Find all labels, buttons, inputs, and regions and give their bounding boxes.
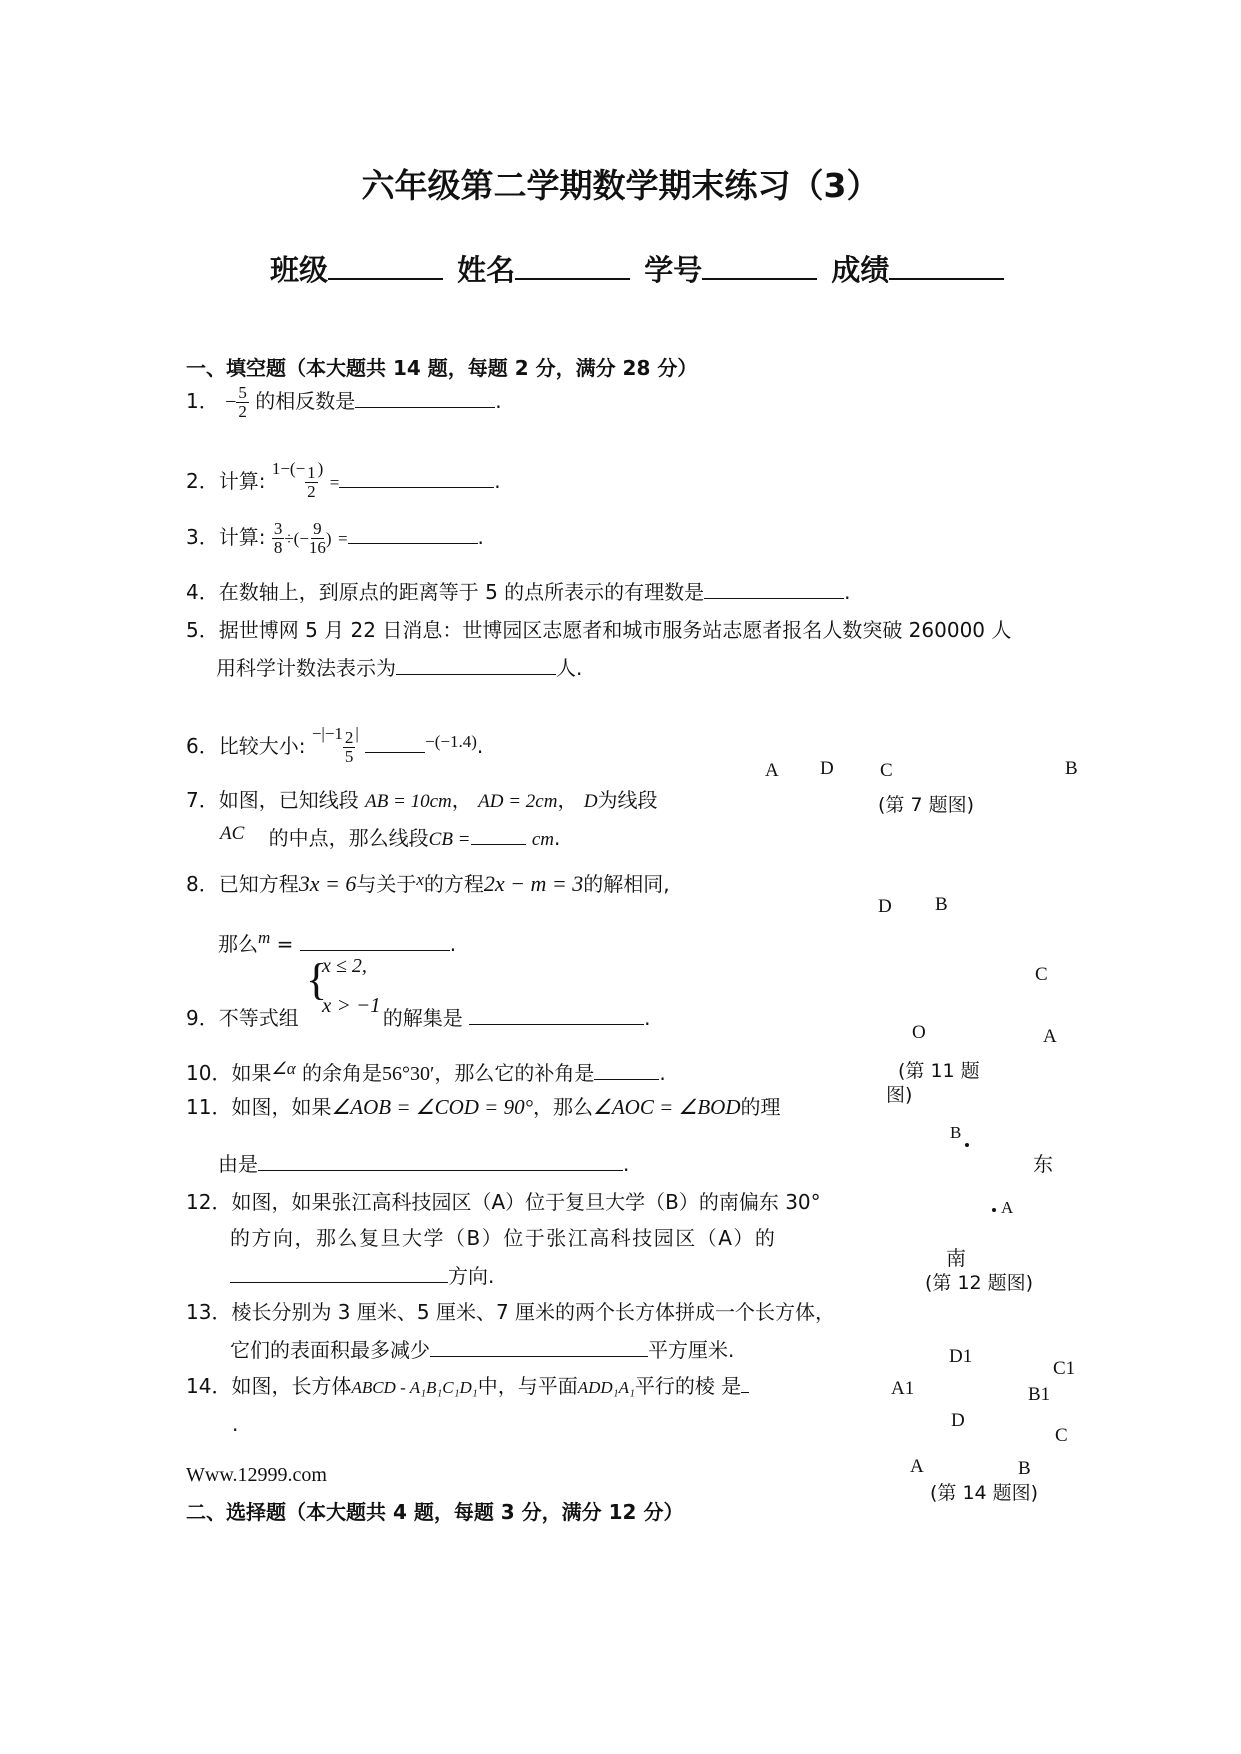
fig7-point-a: A — [765, 760, 779, 781]
q6-right-expr: −(−1.4) — [425, 732, 477, 751]
q7-ab: AB = 10cm — [365, 791, 452, 812]
q4-answer-blank[interactable] — [704, 578, 844, 599]
q6-left-expr: −|−1 — [311, 724, 343, 743]
q11-eq2: ∠AOC = ∠BOD — [593, 1095, 741, 1119]
fig7-caption: (第 7 题图) — [878, 794, 974, 816]
q8-eq1: 3x = 6 — [298, 871, 357, 896]
score-label: 成绩 — [831, 253, 890, 287]
q13-line2: 它们的表面积最多减少 — [230, 1338, 430, 1362]
q8-number: 8．已知方程 — [186, 872, 299, 896]
q6-frac-num: 2 — [344, 728, 354, 748]
q11-line2: 由是 — [218, 1152, 258, 1176]
q2-answer-blank[interactable] — [339, 467, 494, 488]
q8-end: . — [449, 932, 457, 956]
q7-comma-2: ， — [557, 788, 578, 812]
fig12-dot-a — [992, 1208, 996, 1212]
q6-frac-den: 5 — [344, 747, 354, 766]
q1-fraction — [236, 384, 249, 421]
fig11-point-a: A — [1043, 1026, 1057, 1047]
q8-mid2: 的方程 — [423, 872, 484, 896]
q10-text: 的余角是 — [301, 1061, 382, 1085]
fig14-point-d1: D1 — [949, 1346, 973, 1367]
q3-end: . — [477, 524, 484, 549]
class-blank[interactable] — [328, 254, 443, 280]
q8-line2: 那么 — [218, 932, 258, 956]
q1-frac-den: 2 — [238, 401, 247, 421]
question-13-line-2 — [230, 1336, 734, 1364]
q8-answer-blank[interactable] — [300, 930, 450, 951]
q10-number: 10．如果 — [186, 1061, 272, 1085]
q7-ac: AC — [220, 823, 245, 844]
q7-line2-text: 的中点，那么线段 — [268, 826, 429, 850]
fig11-point-o: O — [912, 1022, 926, 1043]
fig14-point-c: C — [1055, 1425, 1068, 1446]
q8-eq2: 2x − m = 3 — [483, 871, 584, 896]
q2-expr-pre: 1−(− — [271, 459, 306, 478]
q2-number: 2．计算: — [186, 469, 266, 493]
q7-mid: 为线段 — [597, 788, 658, 812]
q9-end: . — [644, 1006, 651, 1030]
question-12-line-2: 的方向，那么复旦大学（B）位于张江高科技园区（A）的 — [230, 1226, 777, 1250]
q1-end: . — [495, 388, 502, 413]
fig12-dot-b — [965, 1143, 969, 1147]
fig7-point-d: D — [820, 758, 834, 779]
website-text: Www.12999.com — [186, 1464, 327, 1486]
question-8-line-1 — [186, 866, 670, 898]
fig11-caption-2: 图) — [886, 1084, 913, 1106]
q11-number: 11．如图，如果 — [186, 1095, 332, 1119]
q13-line2-end: 平方厘米. — [648, 1338, 735, 1362]
question-6 — [186, 720, 483, 766]
q7-number: 7．如图，已知线段 — [186, 788, 359, 812]
fig7-point-c: C — [880, 760, 893, 781]
q2-expr-post: ) — [317, 459, 324, 478]
q5-line2-end: 人. — [556, 656, 583, 680]
q7-unit: cm — [531, 829, 555, 850]
score-blank[interactable] — [889, 254, 1004, 280]
q8-m: m — [258, 928, 271, 947]
name-label: 姓名 — [457, 253, 516, 287]
question-11-line-2 — [218, 1150, 629, 1178]
q3-f1-num: 3 — [273, 519, 283, 538]
question-8-line-2 — [218, 924, 456, 958]
fig7-point-b: B — [1065, 758, 1078, 779]
question-14-line-2: . — [232, 1412, 239, 1436]
q8-mid: 与关于 — [356, 872, 417, 896]
q3-close: ) — [325, 528, 332, 548]
question-13-line-1: 13．棱长分别为 3 厘米、5 厘米、7 厘米的两个长方体拼成一个长方体， — [186, 1300, 836, 1324]
q2-frac-den: 2 — [307, 482, 316, 501]
q9-number: 9．不等式组 — [186, 1006, 299, 1030]
q10-answer-blank[interactable] — [594, 1059, 659, 1080]
q7-end: . — [554, 826, 561, 850]
q10-text-2: ，那么它的补角是 — [434, 1061, 595, 1085]
question-12-line-3 — [230, 1262, 494, 1290]
q10-end: . — [659, 1061, 666, 1085]
q7-comma-1: ， — [451, 788, 472, 812]
q8-equals: = — [276, 932, 294, 956]
fig12-point-b: B — [950, 1123, 962, 1142]
question-12-line-1: 12．如图，如果张江高科技园区（A）位于复旦大学（B）的南偏东 30° — [186, 1190, 821, 1214]
q4-end: . — [844, 580, 851, 604]
q6-abs-close: | — [355, 724, 359, 743]
q2-frac-num: 1 — [307, 463, 316, 483]
q7-d: D — [583, 791, 598, 812]
q2-end: . — [494, 469, 501, 493]
q13-answer-blank[interactable] — [430, 1336, 648, 1357]
q1-frac-num: 5 — [238, 383, 247, 402]
q1-answer-blank[interactable] — [355, 387, 495, 408]
q11-tail: 的理 — [740, 1095, 781, 1119]
q3-fraction-1 — [272, 520, 285, 557]
fig14-point-a1: A1 — [891, 1378, 915, 1399]
q3-number: 3．计算: — [186, 524, 266, 549]
name-blank[interactable] — [515, 254, 630, 280]
fig14-point-d: D — [951, 1410, 965, 1431]
q9-text: 的解集是 — [382, 1006, 463, 1030]
fig12-east-label: 东 — [1033, 1152, 1053, 1176]
section-2-heading: 二、选择题（本大题共 4 题，每题 3 分，满分 12 分） — [186, 1500, 684, 1524]
q3-f2-den: 16 — [308, 537, 326, 557]
question-1 — [186, 384, 502, 421]
q1-sign: − — [225, 390, 237, 413]
q9-system-1: x ≤ 2, — [322, 955, 367, 977]
q7-answer-blank[interactable] — [471, 824, 526, 845]
q9-answer-blank[interactable] — [469, 1004, 644, 1025]
question-7-line-2 — [220, 820, 560, 854]
question-3 — [186, 520, 484, 557]
student-id-blank[interactable] — [702, 254, 817, 280]
fig14-point-c1: C1 — [1053, 1358, 1076, 1379]
section-1-heading: 一、填空题（本大题共 14 题，每题 2 分，满分 28 分） — [186, 356, 698, 380]
page-title: 六年级第二学期数学期末练习（3） — [361, 166, 880, 205]
question-7-line-1 — [186, 786, 658, 816]
fig14-caption: (第 14 题图) — [930, 1482, 1039, 1504]
q14-mid: 中，与平面 — [477, 1374, 578, 1398]
q12-answer-blank[interactable] — [230, 1262, 448, 1283]
q6-answer-blank[interactable] — [365, 732, 425, 753]
fig11-point-b: B — [935, 894, 948, 915]
fig14-point-b1: B1 — [1028, 1384, 1051, 1405]
q3-answer-blank[interactable] — [348, 523, 478, 544]
q7-ad: AD = 2cm — [478, 791, 558, 812]
question-11-line-1 — [186, 1093, 781, 1121]
q9-system-2: x > −1 — [322, 993, 381, 1017]
q14-box: ABCD - A₁B₁C₁D₁ — [351, 1378, 478, 1397]
fig12-point-a: A — [1001, 1198, 1014, 1217]
question-9 — [186, 1004, 650, 1032]
q5-answer-blank[interactable] — [396, 654, 556, 675]
q2-equals: = — [329, 473, 340, 492]
q12-line3-end: 方向. — [448, 1264, 495, 1288]
q11-mid: ，那么 — [533, 1095, 594, 1119]
fig11-point-d: D — [878, 896, 892, 917]
fig12-caption: (第 12 题图) — [925, 1272, 1034, 1294]
question-5-line-1: 5．据世博网 5 月 22 日消息：世博园区志愿者和城市服务站志愿者报名人数突破 260000 人 — [186, 618, 1012, 642]
q1-text: 的相反数是 — [255, 388, 356, 413]
q6-number: 6．比较大小: — [186, 734, 306, 758]
q14-answer-blank[interactable] — [741, 1372, 749, 1393]
q3-fraction-2 — [309, 520, 326, 557]
q8-tail: 的解相同, — [583, 872, 670, 896]
q4-text: 4．在数轴上，到原点的距离等于 5 的点所表示的有理数是 — [186, 580, 705, 604]
fig12-south-label: 南 — [946, 1246, 966, 1270]
q6-fraction — [343, 729, 356, 766]
q14-plane: ADD₁A₁ — [577, 1378, 635, 1397]
q3-f1-den: 8 — [273, 537, 283, 557]
q11-end: . — [623, 1152, 630, 1176]
fig14-point-b: B — [1018, 1458, 1031, 1479]
q10-degree: 56°30′ — [381, 1063, 435, 1085]
question-2 — [186, 455, 501, 501]
fig11-caption-1: (第 11 题 — [898, 1060, 980, 1082]
q5-line2-text: 用科学计数法表示为 — [216, 656, 396, 680]
class-label: 班级 — [270, 253, 329, 287]
q1-number: 1． — [186, 388, 219, 413]
q14-number: 14．如图，长方体 — [186, 1374, 352, 1398]
q3-equals: = — [337, 528, 348, 548]
q8-x: x — [416, 870, 424, 889]
question-10 — [186, 1055, 666, 1088]
fig14-point-a: A — [910, 1456, 924, 1477]
student-info-line — [270, 248, 1008, 289]
q14-tail: 平行的棱 是 — [634, 1374, 742, 1398]
question-4 — [186, 578, 851, 606]
q11-answer-blank[interactable] — [258, 1150, 623, 1171]
q3-op: ÷(− — [284, 528, 309, 548]
q3-f2-num: 9 — [313, 519, 322, 538]
question-5-line-2 — [216, 654, 582, 682]
q6-end: . — [476, 734, 484, 758]
q7-cb: CB = — [428, 829, 471, 850]
q10-alpha: ∠α — [271, 1059, 296, 1078]
fig11-point-c: C — [1035, 964, 1048, 985]
question-14-line-1 — [186, 1372, 749, 1402]
student-id-label: 学号 — [644, 253, 703, 287]
q2-fraction — [305, 464, 318, 501]
q11-eq1: ∠AOB = ∠COD = 90° — [331, 1095, 534, 1119]
q9-brace: { — [306, 955, 328, 1004]
